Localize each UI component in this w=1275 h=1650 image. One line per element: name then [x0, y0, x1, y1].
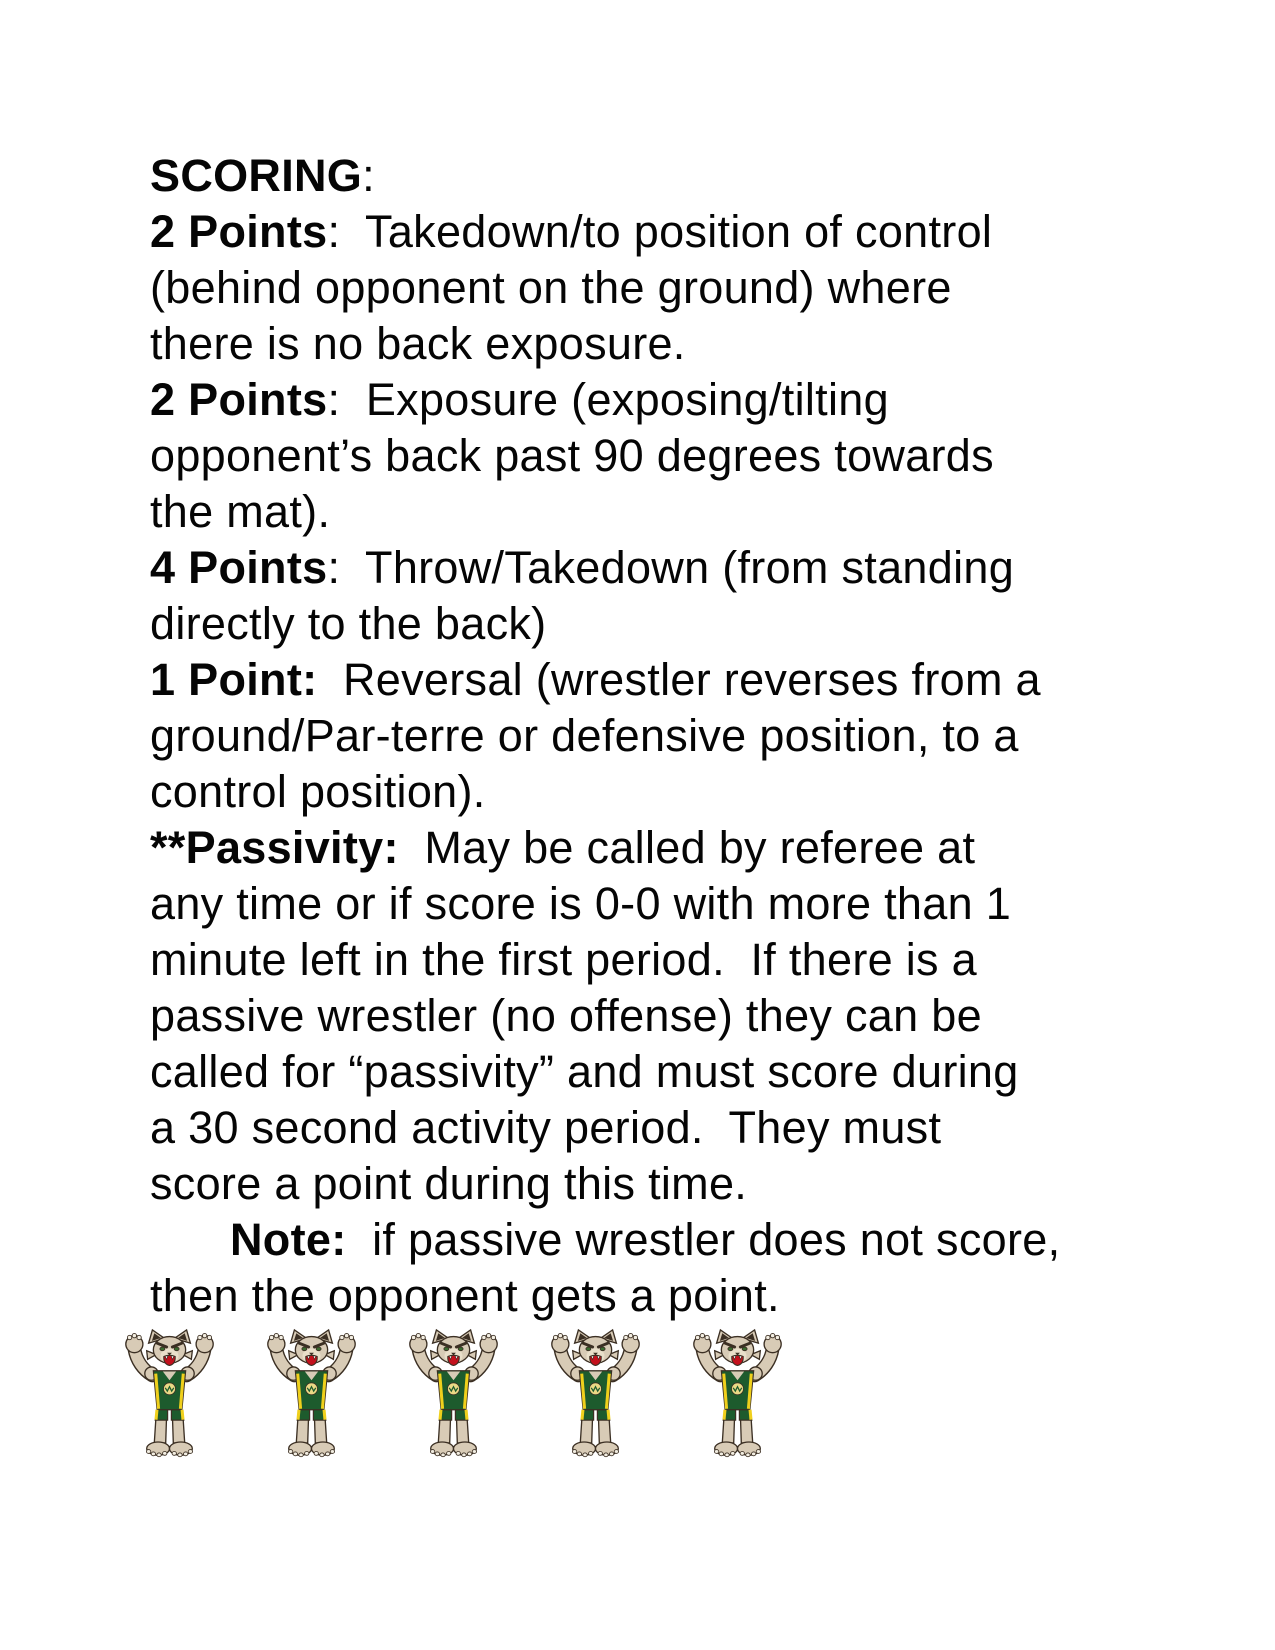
wildcat-mascot-image — [406, 1328, 501, 1461]
text-line: score a point during this time. — [150, 1158, 748, 1209]
bold-label: **Passivity: — [150, 822, 399, 873]
wildcat-mascot-image — [122, 1328, 217, 1461]
text-line: directly to the back) — [150, 598, 547, 649]
bold-label: 2 Points — [150, 374, 328, 425]
text-line: 2 Points: Exposure (exposing/tilting — [150, 374, 889, 425]
bold-label: SCORING — [150, 150, 363, 201]
text-line: opponent’s back past 90 degrees towards — [150, 430, 994, 481]
bold-label: 4 Points — [150, 542, 328, 593]
paragraph — [150, 652, 1210, 820]
bold-label: 2 Points — [150, 206, 328, 257]
text-line: 4 Points: Throw/Takedown (from standing — [150, 542, 1015, 593]
text-line: **Passivity: May be called by referee at — [150, 822, 976, 873]
mascot-row — [122, 1328, 1275, 1461]
text-line: minute left in the first period. If there is a — [150, 934, 977, 985]
paragraph — [150, 540, 1210, 652]
text-line: Note: if passive wrestler does not score, — [230, 1214, 1061, 1265]
text-line: then the opponent gets a point. — [150, 1270, 780, 1321]
wildcat-mascot-image — [548, 1328, 643, 1461]
text-line: passive wrestler (no offense) they can be — [150, 990, 982, 1041]
paragraph — [150, 820, 1210, 1212]
wildcat-mascot-image — [690, 1328, 785, 1461]
paragraph — [150, 372, 1210, 540]
text-line: SCORING: — [150, 150, 375, 201]
text-line: the mat). — [150, 486, 331, 537]
wildcat-mascot-image — [264, 1328, 359, 1461]
text-line: control position). — [150, 766, 486, 817]
text-line: called for “passivity” and must score during — [150, 1046, 1019, 1097]
text-line: (behind opponent on the ground) where — [150, 262, 952, 313]
text-line: a 30 second activity period. They must — [150, 1102, 942, 1153]
text-line: 2 Points: Takedown/to position of control — [150, 206, 993, 257]
bold-label: 1 Point: — [150, 654, 318, 705]
paragraph — [150, 204, 1210, 372]
bold-label: Note: — [230, 1214, 347, 1265]
paragraph — [150, 148, 1210, 204]
text-line: 1 Point: Reversal (wrestler reverses from a — [150, 654, 1041, 705]
text-line: any time or if score is 0-0 with more than 1 — [150, 878, 1012, 929]
text-line: there is no back exposure. — [150, 318, 686, 369]
paragraph — [150, 1212, 1210, 1324]
text-line: ground/Par-terre or defensive position, to a — [150, 710, 1019, 761]
